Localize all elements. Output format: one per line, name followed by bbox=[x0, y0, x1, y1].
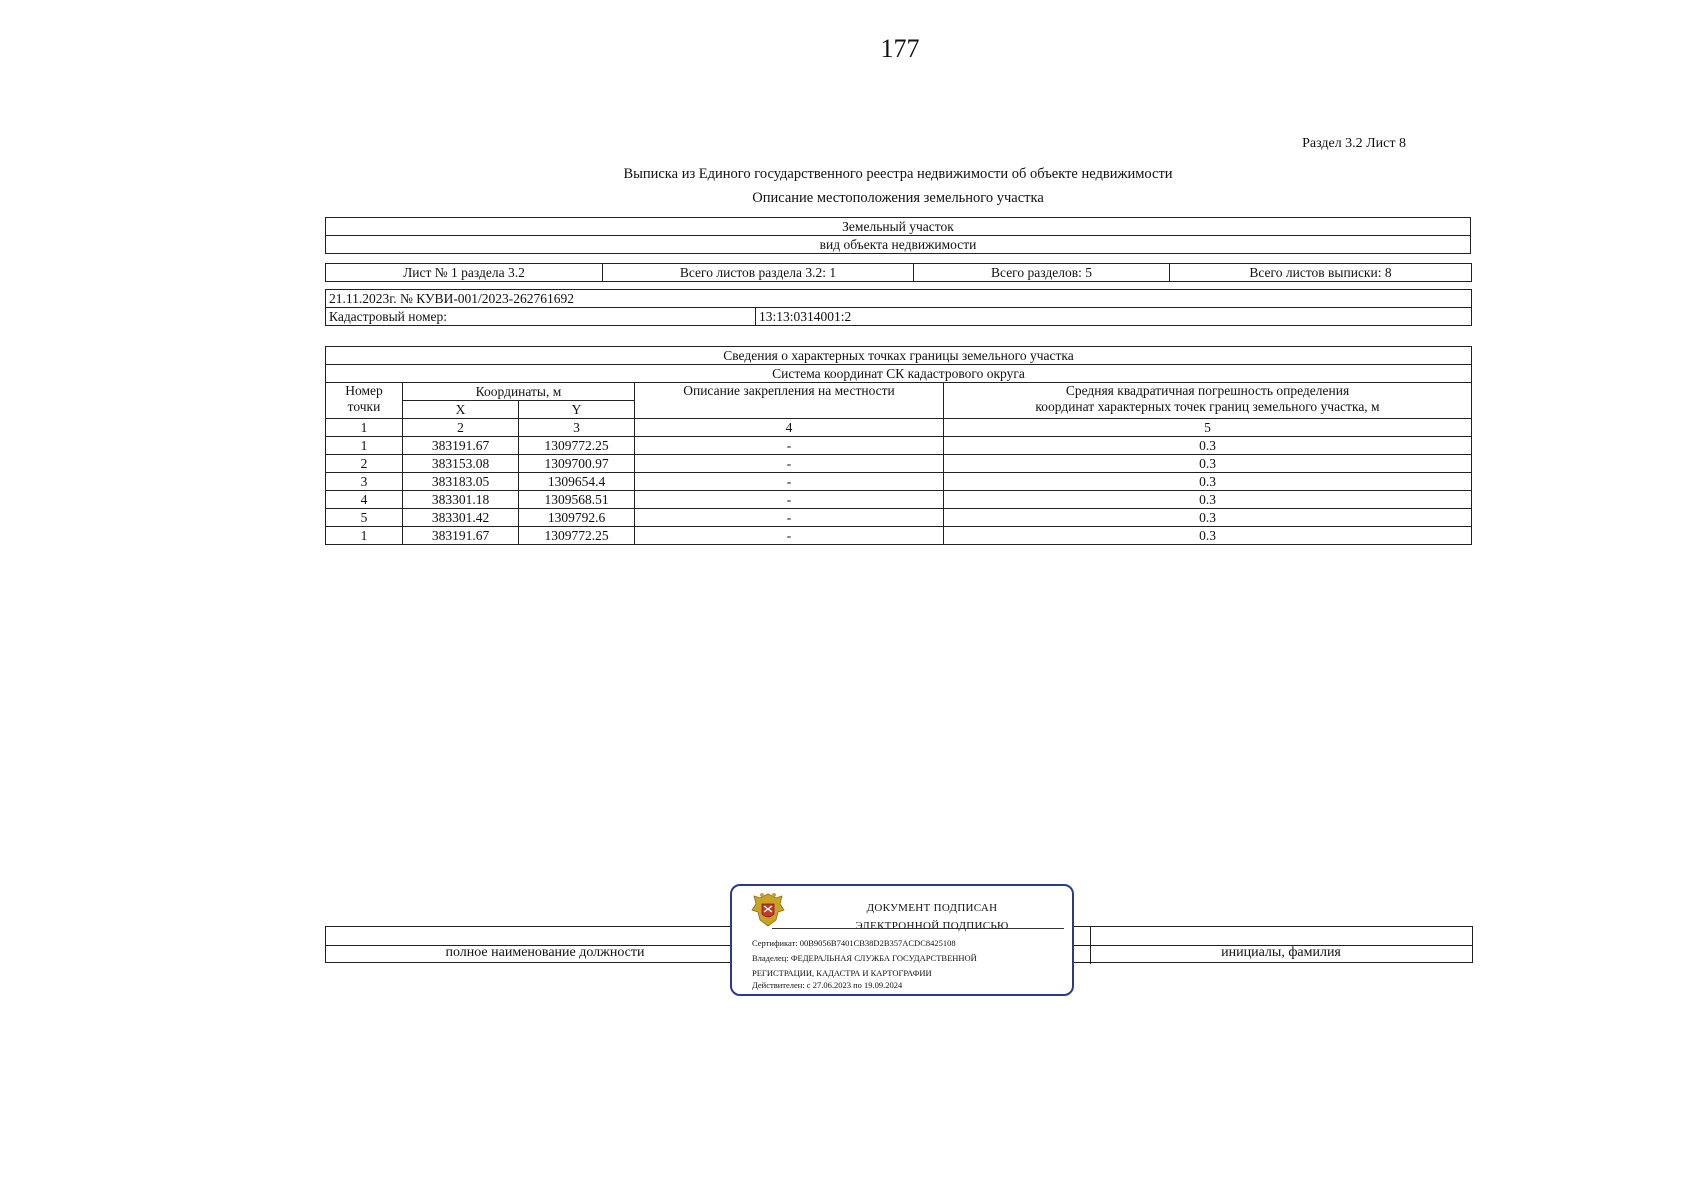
coat-of-arms-icon bbox=[748, 890, 788, 930]
stamp-owner-line1: Владелец: ФЕДЕРАЛЬНАЯ СЛУЖБА ГОСУДАРСТВЕННОЙ bbox=[752, 953, 977, 963]
point-y: 1309772.25 bbox=[519, 527, 635, 545]
table-row bbox=[326, 491, 1472, 509]
point-x: 383301.42 bbox=[403, 509, 519, 527]
point-x: 383153.08 bbox=[403, 455, 519, 473]
statement-date-number: 21.11.2023г. № КУВИ-001/2023-262761692 bbox=[326, 290, 1472, 308]
point-number: 1 bbox=[326, 527, 403, 545]
table-row bbox=[326, 455, 1472, 473]
stamp-line2: ЭЛЕКТРОННОЙ ПОДПИСЬЮ bbox=[855, 920, 1009, 932]
col-number: 5 bbox=[944, 419, 1472, 437]
col-number: 1 bbox=[326, 419, 403, 437]
point-y: 1309654.4 bbox=[519, 473, 635, 491]
section-reference: Раздел 3.2 Лист 8 bbox=[1302, 136, 1406, 151]
header-y: Y bbox=[519, 401, 635, 419]
table-row bbox=[326, 437, 1472, 455]
point-fixing: - bbox=[635, 437, 944, 455]
header-error-line1: Средняя квадратичная погрешность определения bbox=[1065, 383, 1350, 398]
column-number-row bbox=[326, 419, 1472, 437]
header-fixing: Описание закрепления на местности bbox=[635, 383, 944, 419]
sheet-number: Лист № 1 раздела 3.2 bbox=[326, 264, 603, 282]
header-coordinates: Координаты, м bbox=[403, 383, 635, 401]
point-error: 0.3 bbox=[944, 527, 1472, 545]
point-fixing: - bbox=[635, 455, 944, 473]
cadastral-label: Кадастровый номер: bbox=[326, 308, 756, 326]
object-type-table bbox=[325, 217, 1471, 254]
cadastral-number: 13:13:0314001:2 bbox=[756, 308, 1472, 326]
point-x: 383183.05 bbox=[403, 473, 519, 491]
point-fixing: - bbox=[635, 527, 944, 545]
document-subtitle: Описание местоположения земельного участка bbox=[752, 190, 1044, 206]
point-y: 1309700.97 bbox=[519, 455, 635, 473]
header-error-line2: координат характерных точек границ земельного участка, м bbox=[1035, 399, 1380, 414]
position-label: полное наименование должности bbox=[445, 945, 645, 960]
name-label: инициалы, фамилия bbox=[1221, 945, 1341, 960]
point-y: 1309568.51 bbox=[519, 491, 635, 509]
table-row bbox=[326, 473, 1472, 491]
point-fixing: - bbox=[635, 491, 944, 509]
header-error bbox=[944, 383, 1472, 419]
point-error: 0.3 bbox=[944, 455, 1472, 473]
sheets-in-section: Всего листов раздела 3.2: 1 bbox=[603, 264, 914, 282]
point-y: 1309772.25 bbox=[519, 437, 635, 455]
table-row bbox=[326, 509, 1472, 527]
boundary-points-table bbox=[325, 346, 1472, 545]
point-x: 383301.18 bbox=[403, 491, 519, 509]
col-number: 2 bbox=[403, 419, 519, 437]
sheet-info-table bbox=[325, 263, 1472, 282]
point-number: 1 bbox=[326, 437, 403, 455]
object-name: Земельный участок bbox=[326, 218, 1471, 236]
sections-total: Всего разделов: 5 bbox=[914, 264, 1170, 282]
point-error: 0.3 bbox=[944, 509, 1472, 527]
point-number: 4 bbox=[326, 491, 403, 509]
point-fixing: - bbox=[635, 509, 944, 527]
stamp-validity: Действителен: с 27.06.2023 по 19.09.2024 bbox=[752, 980, 903, 990]
point-x: 383191.67 bbox=[403, 437, 519, 455]
point-fixing: - bbox=[635, 473, 944, 491]
stamp-owner-line2: РЕГИСТРАЦИИ, КАДАСТРА И КАРТОГРАФИИ bbox=[752, 968, 932, 978]
table-row bbox=[326, 527, 1472, 545]
coordinate-system: Система координат СК кадастрового округа bbox=[326, 365, 1472, 383]
col-number: 4 bbox=[635, 419, 944, 437]
header-x: X bbox=[403, 401, 519, 419]
point-x: 383191.67 bbox=[403, 527, 519, 545]
stamp-divider bbox=[772, 928, 1064, 929]
point-number: 2 bbox=[326, 455, 403, 473]
point-error: 0.3 bbox=[944, 491, 1472, 509]
point-number: 3 bbox=[326, 473, 403, 491]
page-number: 177 bbox=[880, 34, 920, 63]
point-error: 0.3 bbox=[944, 473, 1472, 491]
point-error: 0.3 bbox=[944, 437, 1472, 455]
stamp-certificate: Сертификат: 00B9056B7401CB38D2B357ACDC8425108 bbox=[752, 938, 956, 948]
col-number: 3 bbox=[519, 419, 635, 437]
object-kind-label: вид объекта недвижимости bbox=[326, 236, 1471, 254]
point-y: 1309792.6 bbox=[519, 509, 635, 527]
statement-info-table bbox=[325, 289, 1472, 326]
header-point-number: Номер точки bbox=[326, 383, 403, 419]
stamp-line1: ДОКУМЕНТ ПОДПИСАН bbox=[866, 902, 998, 914]
document-title: Выписка из Единого государственного реестра недвижимости об объекте недвижимости bbox=[623, 166, 1173, 182]
electronic-signature-stamp bbox=[730, 884, 1074, 996]
sheets-total: Всего листов выписки: 8 bbox=[1170, 264, 1472, 282]
point-number: 5 bbox=[326, 509, 403, 527]
points-table-title: Сведения о характерных точках границы земельного участка bbox=[326, 347, 1472, 365]
